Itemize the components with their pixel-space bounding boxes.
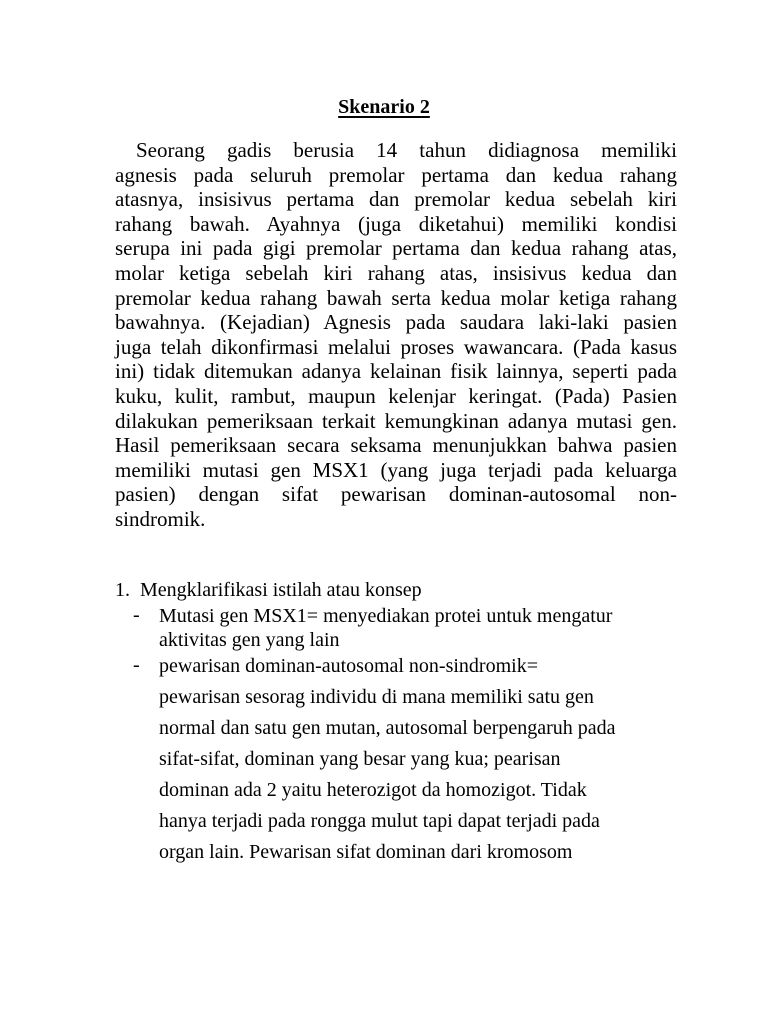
bullet-text [159, 654, 693, 868]
paragraph-line: atasnya, insisivus pertama dan premolar kedua sebelah kiri [115, 187, 677, 212]
bullet-list [133, 604, 693, 868]
list-heading-text: Mengklarifikasi istilah atau konsep [140, 579, 422, 601]
bullet-line: aktivitas gen yang lain [159, 629, 340, 651]
paragraph-line: Hasil pemeriksaan secara seksama menunjukkan bahwa pasien [115, 433, 677, 458]
scenario-paragraph [115, 138, 677, 532]
paragraph-line: sindromik. [115, 506, 206, 531]
paragraph-line: pasien) dengan sifat pewarisan dominan-autosomal non- [115, 482, 677, 507]
bullet-line: pewarisan sesorag individu di mana memiliki satu gen [159, 686, 594, 708]
paragraph-line: kuku, kulit, rambut, maupun kelenjar keringat. (Pada) Pasien [115, 383, 677, 408]
numbered-list-heading [115, 578, 422, 602]
paragraph-line: molar ketiga sebelah kiri rahang atas, insisivus kedua dan [115, 260, 677, 285]
bullet-line: organ lain. Pewarisan sifat dominan dari kromosom [159, 841, 573, 863]
document-title: Skenario 2 [338, 96, 430, 118]
paragraph-line: serupa ini pada gigi premolar pertama dan kedua rahang atas, [115, 236, 677, 261]
bullet-text [159, 604, 693, 652]
list-item [133, 654, 693, 868]
paragraph-line: rahang bawah. Ayahnya (juga diketahui) memiliki kondisi [115, 211, 677, 236]
paragraph-line: dilakukan pemeriksaan terkait kemungkinan adanya mutasi gen. [115, 408, 677, 433]
bullet-line: hanya terjadi pada rongga mulut tapi dapat terjadi pada [159, 810, 600, 832]
paragraph-line: ini) tidak ditemukan adanya kelainan fisik lainnya, seperti pada [115, 359, 677, 384]
bullet-line: Mutasi gen MSX1= menyediakan protei untuk mengatur [159, 605, 613, 627]
bullet-line: pewarisan dominan-autosomal non-sindromik= [159, 655, 538, 677]
paragraph-line: agnesis pada seluruh premolar pertama dan kedua rahang [115, 162, 677, 187]
bullet-line: dominan ada 2 yaitu heterozigot da homozigot. Tidak [159, 779, 587, 801]
paragraph-line: premolar kedua rahang bawah serta kedua molar ketiga rahang [115, 285, 677, 310]
bullet-line: normal dan satu gen mutan, autosomal berpengaruh pada [159, 717, 616, 739]
paragraph-line: memiliki mutasi gen MSX1 (yang juga terjadi pada keluarga [115, 457, 677, 482]
paragraph-line: juga telah dikonfirmasi melalui proses wawancara. (Pada kasus [115, 334, 677, 359]
paragraph-line: bawahnya. (Kejadian) Agnesis pada saudara laki-laki pasien [115, 310, 677, 335]
bullet-dash: - [133, 604, 140, 626]
list-number: 1. [115, 579, 130, 601]
bullet-dash: - [133, 654, 140, 676]
list-item [133, 604, 693, 652]
bullet-line: sifat-sifat, dominan yang besar yang kua; pearisan [159, 748, 561, 770]
paragraph-line: Seorang gadis berusia 14 tahun didiagnosa memiliki [136, 138, 677, 162]
